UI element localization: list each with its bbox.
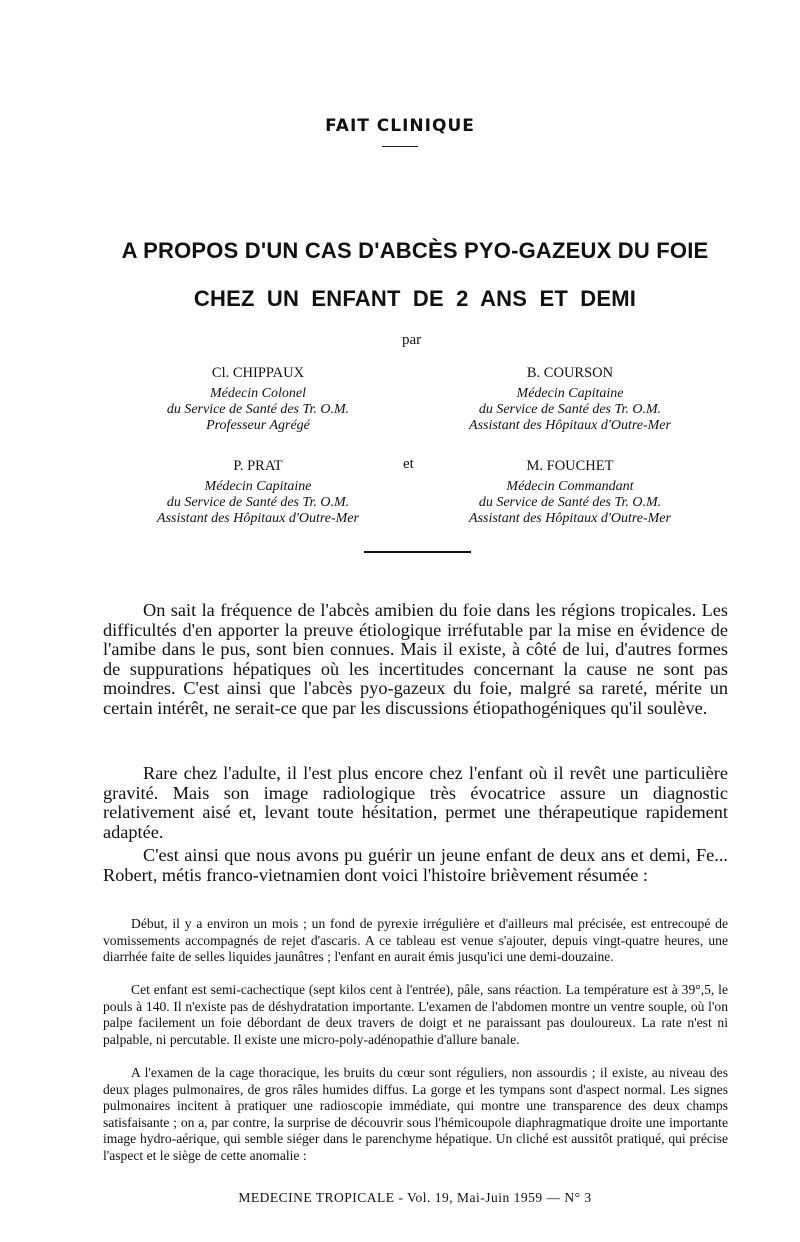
body-paragraph: Rare chez l'adulte, il l'est plus encore chez l'enfant où il revêt une particulière gravité. Mais son image radiologique très évocatrice assure un diagnostic relativement aisé et, levant toute hésitation, permet une thérapeutique rapidement adaptée. — [103, 763, 728, 842]
author-block — [108, 458, 408, 527]
author-block — [420, 365, 720, 434]
and-word: et — [403, 456, 414, 472]
author-block — [108, 365, 408, 434]
author-service: du Service de Santé des Tr. O.M. — [166, 402, 350, 417]
author-name: Cl. CHIPPAUX — [211, 365, 305, 381]
author-name: M. FOUCHET — [526, 458, 614, 474]
article-title-line-1: A PROPOS D'UN CAS D'ABCÈS PYO-GAZEUX DU FOIE — [121, 238, 709, 263]
body-paragraph: On sait la fréquence de l'abcès amibien du foie dans les régions tropicales. Les difficultés d'en apporter la preuve étiologique irréfutable par la mise en évidence de l'amibe dans le pus, sont bien connues. Mais il existe, à côté de lui, d'autres formes de suppurations hépatiques où les incertitudes concernant la cause ne sont pas moindres. C'est ainsi que l'abcès pyo-gazeux du foie, malgré sa rareté, mérite un certain intérêt, ne serait-ce que par les discussions étiopathogéniques qu'il soulève. — [103, 600, 728, 718]
author-rank: Médecin Colonel — [209, 386, 307, 401]
author-service: du Service de Santé des Tr. O.M. — [166, 495, 350, 510]
author-rank: Médecin Commandant — [506, 479, 634, 494]
case-paragraph: Cet enfant est semi-cachectique (sept kilos cent à l'entrée), pâle, sans réaction. La température est à 39°,5, le pouls à 140. Il n'existe pas de déshydratation importante. L'examen de l'abdomen montre un ventre souple, où l'on palpe facilement un foie débordant de deux travers de doigt et ne paraissant pas douloureux. La rate n'est ni palpable, ni percutable. Il existe une micro-poly-adénopathie d'allure banale. — [103, 982, 728, 1047]
case-paragraph: Début, il y a environ un mois ; un fond de pyrexie irrégulière et d'ailleurs mal précisée, est entrecoupé de vomissements accompagnés de rejet d'ascaris. A ce tableau est venue s'ajouter, depuis vingt-quatre heures, une diarrhée faite de selles liquides jaunâtres ; l'enfant en aurait émis jusqu'ici une demi-douzaine. — [103, 916, 728, 964]
author-name: B. COURSON — [526, 365, 614, 381]
author-service: du Service de Santé des Tr. O.M. — [478, 402, 662, 417]
case-paragraph: A l'examen de la cage thoracique, les bruits du cœur sont réguliers, non assourdis ; il existe, au niveau des deux plages pulmonaires, de gros râles humides diffus. La gorge et les tympans sont d'aspect normal. Les signes pulmonaires incitent à pratiquer une radioscopie immédiate, qui montre une transparence des deux champs satisfaisante ; on a, par contre, la surprise de découvrir sous l'hémicoupole diaphragmatique droite une importante image hydro-aérique, qui semble siéger dans le parenchyme hépatique. Un cliché est aussitôt pratiqué, qui précise l'aspect et le siège de cette anomalie : — [103, 1065, 728, 1163]
author-title: Assistant des Hôpitaux d'Outre-Mer — [157, 511, 359, 526]
author-block — [420, 458, 720, 527]
body-paragraph: C'est ainsi que nous avons pu guérir un jeune enfant de deux ans et demi, Fe... Robert, métis franco-vietnamien dont voici l'histoire brièvement résumée : — [103, 845, 728, 885]
author-rank: Médecin Capitaine — [516, 386, 624, 401]
by-word: par — [402, 332, 422, 348]
section-label: FAIT CLINIQUE — [325, 116, 475, 136]
author-title: Assistant des Hôpitaux d'Outre-Mer — [469, 418, 671, 433]
journal-footer: MEDECINE TROPICALE - Vol. 19, Mai-Juin 1959 — N° 3 — [238, 1190, 592, 1205]
separator-rule — [364, 551, 471, 553]
author-rank: Médecin Capitaine — [204, 479, 312, 494]
author-title: Assistant des Hôpitaux d'Outre-Mer — [469, 511, 671, 526]
author-service: du Service de Santé des Tr. O.M. — [478, 495, 662, 510]
article-title-line-2: CHEZ UN ENFANT DE 2 ANS ET DEMI — [193, 286, 637, 311]
section-rule — [382, 146, 418, 147]
author-title: Professeur Agrégé — [206, 418, 310, 433]
author-name: P. PRAT — [233, 458, 283, 474]
